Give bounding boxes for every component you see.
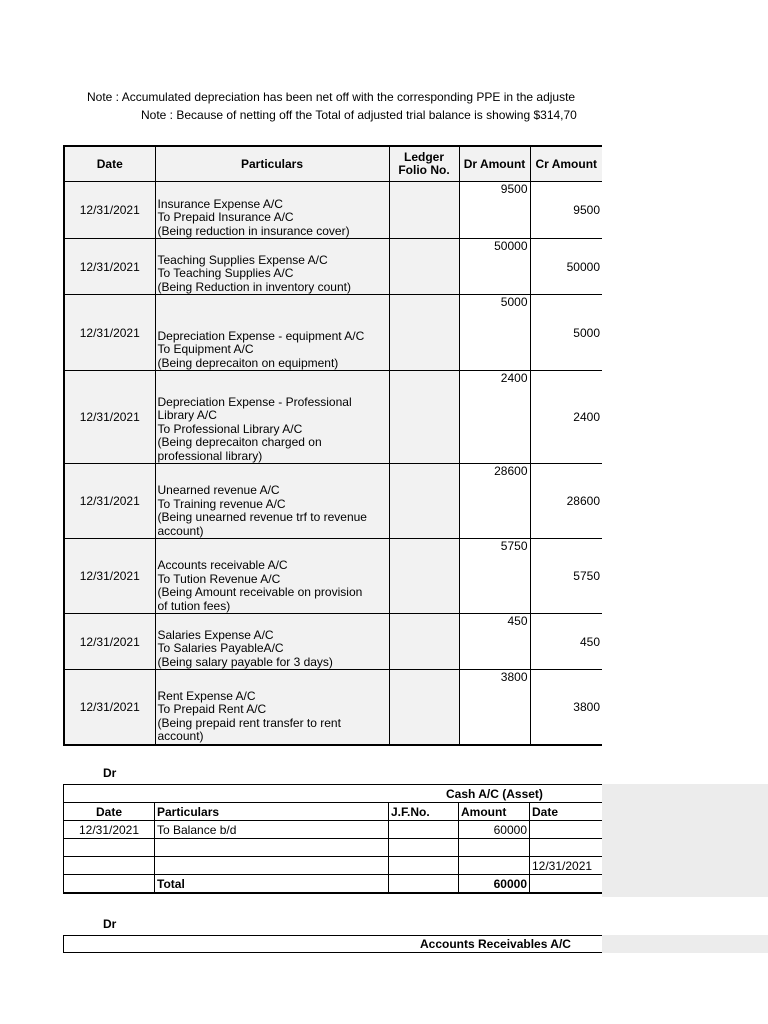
journal-cell-dr-amount: 3800 [459, 670, 530, 745]
dr-label: Dr [103, 917, 117, 931]
particulars-line: (Being reduction in insurance cover) [157, 223, 350, 238]
ledger-cell-date2 [530, 821, 603, 839]
table-row [64, 239, 602, 295]
ledger-cell-empty [64, 839, 155, 857]
note-accumulated-depreciation: Note : Accumulated depreciation has been net off with the corresponding PPE in the adjuste [87, 90, 576, 104]
journal-cell-particulars [155, 614, 389, 670]
particulars-line: (Being deprecaiton on equipment) [157, 355, 339, 370]
table-row [64, 821, 603, 839]
col-header-particulars: Particulars [155, 146, 389, 182]
journal-cell-date: 12/31/2021 [64, 539, 155, 614]
ledger-title-row [64, 785, 603, 803]
particulars-line: To Training revenue A/C [157, 496, 286, 511]
journal-cell-cr-amount: 2400 [530, 371, 602, 464]
journal-cell-folio [389, 539, 459, 614]
journal-cell-particulars [155, 371, 389, 464]
journal-cell-particulars [155, 239, 389, 295]
journal-header-row [64, 146, 602, 182]
journal-cell-folio [389, 670, 459, 745]
particulars-line: of tution fees) [157, 598, 231, 613]
particulars-line: (Being Amount receivable on provision [157, 585, 363, 599]
col-header-ledger-folio [389, 146, 459, 182]
ledger-title-cell [64, 785, 603, 803]
particulars-line: To Prepaid Rent A/C [157, 702, 267, 716]
journal-cell-cr-amount: 3800 [530, 670, 602, 745]
table-row [64, 857, 603, 875]
particulars-line: To Salaries PayableA/C [157, 641, 284, 655]
particulars-line: Salaries Expense A/C [157, 627, 274, 642]
ledger-cell-particulars: To Balance b/d [155, 821, 389, 839]
ledger-total-amount: 60000 [459, 875, 530, 894]
particulars-line: Depreciation Expense - Professional [157, 394, 352, 409]
cash-ledger-table [63, 784, 602, 894]
journal-cell-date: 12/31/2021 [64, 239, 155, 295]
journal-cell-cr-amount: 9500 [530, 182, 602, 239]
journal-cell-particulars [155, 182, 389, 239]
journal-cell-cr-amount: 5000 [530, 295, 602, 371]
particulars-line: Rent Expense A/C [157, 688, 256, 703]
ledger-cell-empty [459, 857, 530, 875]
journal-cell-folio [389, 614, 459, 670]
col-header-dr-amount: Dr Amount [459, 146, 530, 182]
note-trial-balance-total: Note : Because of netting off the Total of adjusted trial balance is showing $314,70 [141, 108, 577, 122]
folio-header-line: Ledger [403, 150, 444, 164]
journal-cell-particulars [155, 670, 389, 745]
journal-cell-folio [389, 371, 459, 464]
journal-cell-cr-amount: 5750 [530, 539, 602, 614]
journal-cell-dr-amount: 2400 [459, 371, 530, 464]
journal-cell-folio [389, 182, 459, 239]
particulars-line: Unearned revenue A/C [157, 483, 280, 497]
particulars-line: Insurance Expense A/C [157, 196, 283, 211]
table-row [64, 614, 602, 670]
journal-cell-cr-amount: 50000 [530, 239, 602, 295]
particulars-line: To Equipment A/C [157, 342, 254, 356]
gray-fill-region [602, 784, 768, 897]
particulars-line: Library A/C [157, 408, 217, 422]
table-row [64, 464, 602, 539]
ledger-header-row [64, 803, 603, 821]
particulars-line: account) [157, 729, 204, 743]
journal-cell-dr-amount: 28600 [459, 464, 530, 539]
journal-cell-cr-amount: 450 [530, 614, 602, 670]
particulars-line: (Being unearned revenue trf to revenue [157, 510, 367, 524]
journal-cell-particulars [155, 539, 389, 614]
journal-cell-folio [389, 239, 459, 295]
table-row [64, 670, 602, 745]
ledger-cell-empty [155, 857, 389, 875]
ledger-cell-empty [530, 875, 603, 894]
particulars-line: To Tution Revenue A/C [157, 571, 281, 586]
journal-cell-dr-amount: 50000 [459, 239, 530, 295]
particulars-line: Depreciation Expense - equipment A/C [157, 328, 365, 343]
journal-cell-date: 12/31/2021 [64, 295, 155, 371]
journal-body [64, 182, 602, 745]
ledger-cell-jf [389, 821, 459, 839]
ledger-cell-empty [64, 857, 155, 875]
journal-cell-date: 12/31/2021 [64, 371, 155, 464]
ledger-cell-empty [389, 839, 459, 857]
journal-cell-particulars [155, 295, 389, 371]
journal-cell-dr-amount: 450 [459, 614, 530, 670]
journal-cell-dr-amount: 9500 [459, 182, 530, 239]
particulars-line: To Professional Library A/C [157, 421, 303, 436]
journal-cell-date: 12/31/2021 [64, 614, 155, 670]
journal-cell-dr-amount: 5000 [459, 295, 530, 371]
ledger-header-amount: Amount [459, 803, 530, 821]
folio-header-line: Folio No. [398, 163, 450, 177]
particulars-line: Accounts receivable A/C [157, 558, 288, 572]
ledger-cell-empty [155, 839, 389, 857]
ledger-header-date: Date [64, 803, 155, 821]
ledger-cell-date2: 12/31/2021 [530, 857, 603, 875]
ledger-header-particulars: Particulars [155, 803, 389, 821]
particulars-line: To Teaching Supplies A/C [157, 266, 294, 280]
table-row [64, 539, 602, 614]
ledger-total-label: Total [155, 875, 389, 894]
col-header-date: Date [64, 146, 155, 182]
ledger-cell-amount: 60000 [459, 821, 530, 839]
particulars-line: (Being deprecaiton charged on [157, 435, 322, 449]
journal-cell-date: 12/31/2021 [64, 182, 155, 239]
ledger-cell-empty [389, 857, 459, 875]
journal-cell-date: 12/31/2021 [64, 670, 155, 745]
journal-cell-folio [389, 464, 459, 539]
particulars-line: (Being prepaid rent transfer to rent [157, 715, 341, 730]
journal-entries-table [63, 145, 602, 746]
gray-fill-region [602, 935, 768, 953]
particulars-line: (Being Reduction in inventory count) [157, 279, 351, 294]
table-row [64, 182, 602, 239]
table-row [64, 839, 603, 857]
journal-cell-particulars [155, 464, 389, 539]
ledger-header-date2: Date [530, 803, 603, 821]
journal-cell-dr-amount: 5750 [459, 539, 530, 614]
ar-ledger-title-bar [63, 935, 602, 953]
ledger-cell-empty [530, 839, 603, 857]
particulars-line: To Prepaid Insurance A/C [157, 210, 294, 224]
particulars-line: professional library) [157, 448, 263, 463]
ar-ledger-title: Accounts Receivables A/C [420, 937, 571, 951]
col-header-cr-amount: Cr Amount [530, 146, 602, 182]
ledger-header-jf: J.F.No. [389, 803, 459, 821]
journal-cell-cr-amount: 28600 [530, 464, 602, 539]
dr-label: Dr [103, 766, 117, 780]
ledger-cell-empty [64, 875, 155, 894]
journal-cell-date: 12/31/2021 [64, 464, 155, 539]
ledger-total-row [64, 875, 603, 894]
particulars-line: (Being salary payable for 3 days) [157, 654, 333, 669]
ledger-cell-empty [459, 839, 530, 857]
table-row [64, 295, 602, 371]
table-row [64, 371, 602, 464]
particulars-line: account) [157, 523, 204, 538]
ledger-cell-empty [389, 875, 459, 894]
cash-ledger-title: Cash A/C (Asset) [446, 786, 543, 801]
particulars-line: Teaching Supplies Expense A/C [157, 252, 328, 267]
ledger-cell-date: 12/31/2021 [64, 821, 155, 839]
journal-cell-folio [389, 295, 459, 371]
